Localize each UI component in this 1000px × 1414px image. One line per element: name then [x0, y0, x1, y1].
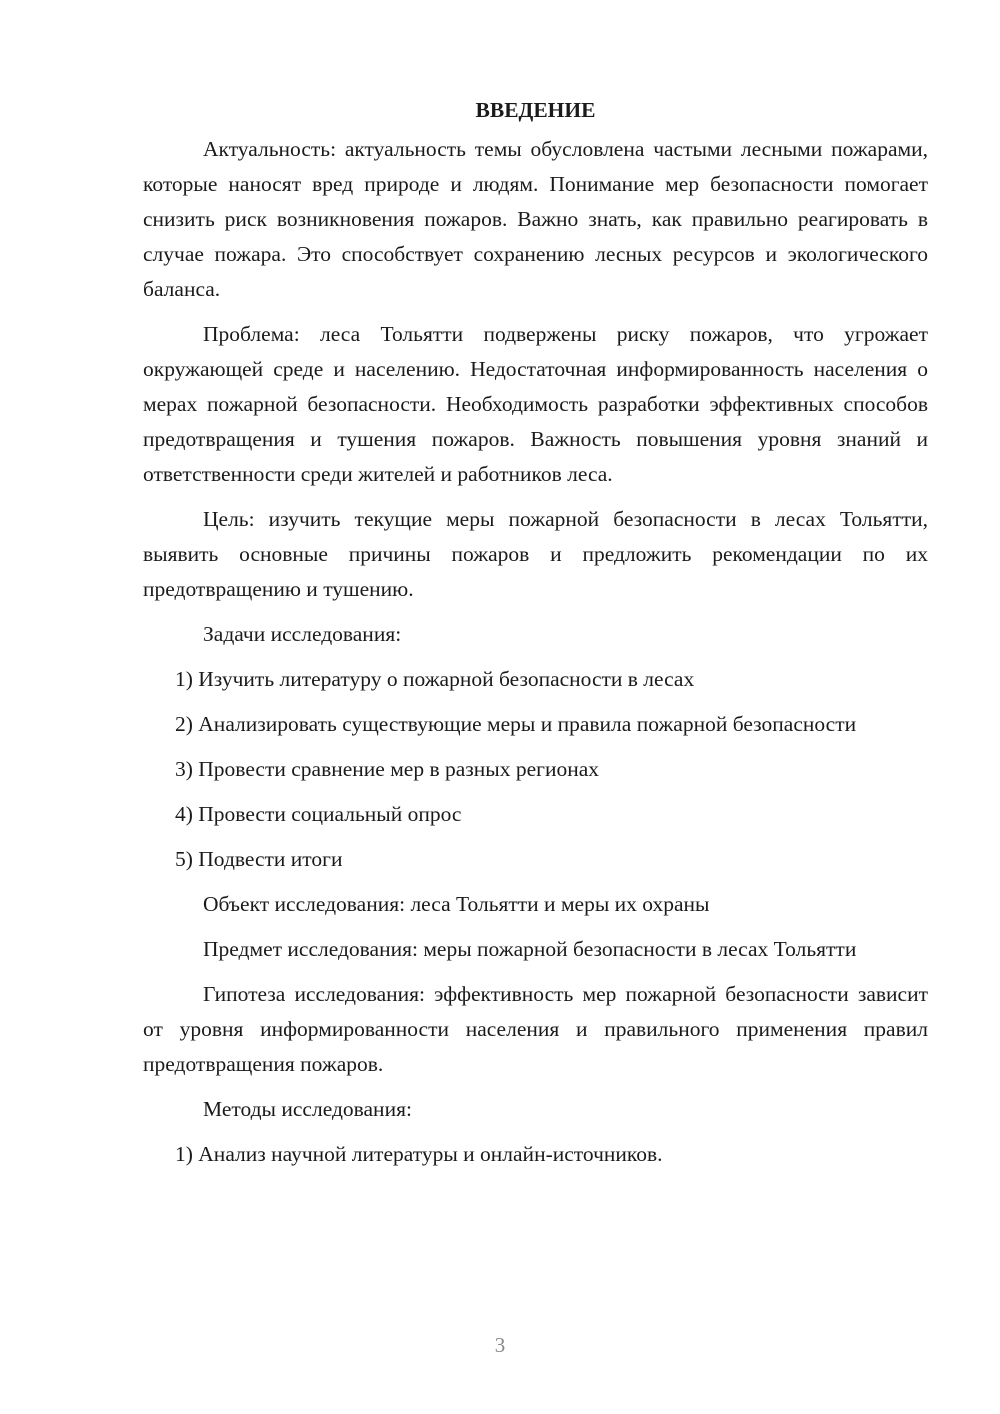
subject-paragraph: Предмет исследования: меры пожарной безопасности в лесах Тольятти	[203, 937, 857, 961]
problem-paragraph: Проблема: леса Тольятти подвержены риску пожаров, что угрожает окружающей среде и населению. Недостаточная информированность населения о мерах пожарной безопасности. Необходимость разработки эффективных способов предотвращения и тушения пожаров. Важность повышения уровня знаний и ответственности среди жителей и работников леса.	[143, 322, 928, 486]
task-item: 5) Подвести итоги	[175, 847, 343, 871]
task-item: 3) Провести сравнение мер в разных регионах	[175, 757, 600, 781]
section-heading: ВВЕДЕНИЕ	[475, 98, 596, 122]
page-content	[143, 93, 928, 1182]
object-paragraph: Объект исследования: леса Тольятти и меры их охраны	[203, 892, 710, 916]
relevance-paragraph: Актуальность: актуальность темы обусловлена частыми лесными пожарами, которые наносят вред природе и людям. Понимание мер безопасности помогает снизить риск возникновения пожаров. Важно знать, как правильно реагировать в случае пожара. Это способствует сохранению лесных ресурсов и экологического баланса.	[143, 137, 928, 301]
tasks-title: Задачи исследования:	[203, 622, 402, 646]
task-item: 1) Изучить литературу о пожарной безопасности в лесах	[175, 667, 695, 691]
methods-title: Методы исследования:	[203, 1097, 412, 1121]
hypothesis-paragraph: Гипотеза исследования: эффективность мер пожарной безопасности зависит от уровня информированности населения и правильного применения правил предотвращения пожаров.	[143, 982, 928, 1076]
page-number: 3	[494, 1333, 506, 1357]
task-item: 2) Анализировать существующие меры и правила пожарной безопасности	[175, 712, 857, 736]
method-item: 1) Анализ научной литературы и онлайн-источников.	[175, 1142, 663, 1166]
goal-paragraph: Цель: изучить текущие меры пожарной безопасности в лесах Тольятти, выявить основные причины пожаров и предложить рекомендации по их предотвращению и тушению.	[143, 507, 928, 601]
task-item: 4) Провести социальный опрос	[175, 802, 462, 826]
